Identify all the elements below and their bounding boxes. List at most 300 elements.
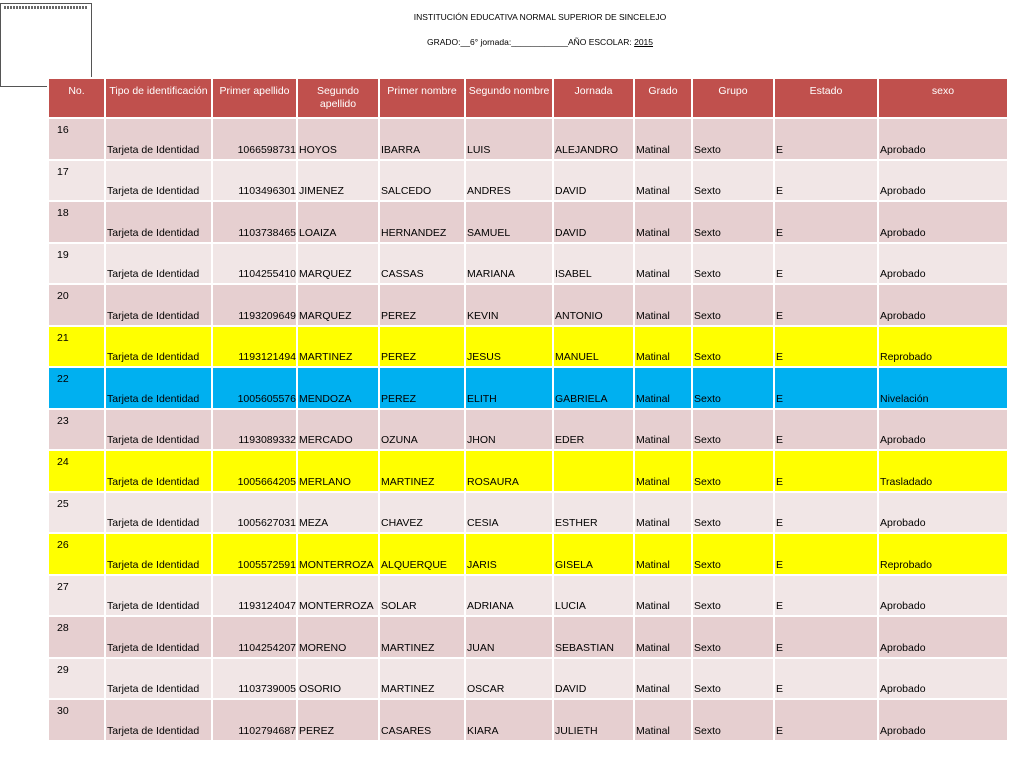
- cell-grupo: [692, 160, 774, 202]
- cell-no: [48, 284, 105, 326]
- cell-grado-text: Matinal: [636, 268, 670, 280]
- cell-jornada-text: DAVID: [555, 226, 587, 239]
- col-header-sexo: sexo: [878, 78, 1008, 118]
- cell-primer-apellido: [212, 243, 297, 285]
- cell-sexo: [878, 367, 1008, 409]
- cell-primer-nombre-text: CASARES: [381, 724, 432, 737]
- cell-jornada: [553, 160, 634, 202]
- anio-value: 2015: [634, 37, 654, 47]
- cell-primer-nombre: [379, 160, 465, 202]
- table-row: [48, 658, 1008, 700]
- cell-no-text: 20: [57, 290, 69, 302]
- cell-estado: [774, 699, 878, 741]
- cell-sexo: [878, 284, 1008, 326]
- cell-primer-apellido-text: 1005664205: [237, 475, 296, 488]
- cell-primer-nombre-text: CASSAS: [381, 268, 424, 280]
- table-row: [48, 575, 1008, 617]
- cell-estado-text: E: [776, 185, 784, 197]
- cell-sexo-text: Trasladado: [880, 475, 933, 488]
- table-row: [48, 326, 1008, 368]
- cell-tipo-identificacion-text: Tarjeta de Identidad: [107, 309, 200, 322]
- cell-no-text: 27: [57, 580, 69, 593]
- cell-grado: [634, 284, 692, 326]
- cell-segundo-apellido-text: OSORIO: [299, 683, 342, 695]
- cell-primer-apellido-text: 1193209649: [238, 309, 296, 322]
- cell-sexo: [878, 160, 1008, 202]
- cell-grupo-text: Sexto: [694, 475, 721, 488]
- cell-estado-text: E: [776, 226, 784, 239]
- cell-primer-nombre: [379, 616, 465, 658]
- cell-estado: [774, 284, 878, 326]
- cell-segundo-apellido: [297, 616, 379, 658]
- cell-primer-nombre-text: IBARRA: [381, 143, 421, 156]
- cell-no-text: 17: [57, 165, 69, 178]
- institution-title: INSTITUCIÓN EDUCATIVA NORMAL SUPERIOR DE SINCELEJO: [413, 12, 667, 22]
- cell-segundo-nombre-text: ANDRES: [467, 185, 511, 197]
- cell-segundo-nombre-text: JARIS: [467, 558, 497, 571]
- cell-estado: [774, 450, 878, 492]
- cell-estado: [774, 616, 878, 658]
- cell-estado: [774, 243, 878, 285]
- col-header-primer-apellido: Primer apellido: [212, 78, 297, 118]
- cell-primer-nombre: [379, 699, 465, 741]
- cell-grupo: [692, 699, 774, 741]
- cell-grado: [634, 326, 692, 368]
- cell-jornada: [553, 533, 634, 575]
- cell-primer-apellido: [212, 160, 297, 202]
- cell-segundo-nombre: [465, 243, 553, 285]
- cell-tipo-identificacion: [105, 160, 212, 202]
- cell-tipo-identificacion: [105, 118, 212, 160]
- cell-tipo-identificacion-text: Tarjeta de Identidad: [107, 392, 200, 405]
- cell-primer-nombre: [379, 118, 465, 160]
- col-header-grado: Grado: [634, 78, 692, 118]
- cell-tipo-identificacion-text: Tarjeta de Identidad: [107, 143, 200, 156]
- cell-no-text: 16: [57, 124, 69, 136]
- cell-segundo-apellido-text: JIMENEZ: [299, 185, 344, 197]
- logo-placeholder: [0, 3, 92, 87]
- cell-primer-apellido-text: 1193089332: [238, 434, 296, 446]
- cell-no-text: 21: [57, 331, 69, 344]
- cell-grupo-text: Sexto: [694, 641, 721, 654]
- cell-segundo-apellido: [297, 284, 379, 326]
- cell-grado-text: Matinal: [636, 600, 670, 612]
- cell-primer-apellido: [212, 492, 297, 534]
- cell-primer-nombre-text: MARTINEZ: [381, 683, 435, 695]
- cell-primer-apellido-text: 1103738465: [238, 226, 296, 239]
- cell-primer-nombre-text: MARTINEZ: [381, 475, 435, 488]
- cell-primer-apellido: [212, 201, 297, 243]
- cell-tipo-identificacion-text: Tarjeta de Identidad: [107, 226, 200, 239]
- cell-jornada: [553, 367, 634, 409]
- cell-jornada: [553, 409, 634, 451]
- cell-sexo: [878, 243, 1008, 285]
- cell-sexo: [878, 450, 1008, 492]
- cell-grupo: [692, 326, 774, 368]
- cell-segundo-nombre-text: SAMUEL: [467, 226, 511, 239]
- cell-primer-nombre-text: MARTINEZ: [381, 641, 435, 654]
- cell-sexo-text: Reprobado: [880, 351, 932, 363]
- cell-sexo-text: Aprobado: [880, 600, 926, 612]
- cell-estado: [774, 326, 878, 368]
- col-header-tipo: Tipo de identificación: [105, 78, 212, 118]
- cell-estado-text: E: [776, 143, 784, 156]
- cell-jornada-text: ESTHER: [555, 517, 598, 529]
- cell-segundo-apellido: [297, 533, 379, 575]
- cell-grado-text: Matinal: [636, 392, 670, 405]
- cell-primer-apellido-text: 1005627031: [237, 517, 296, 529]
- cell-estado-text: E: [776, 724, 784, 737]
- cell-estado-text: E: [776, 434, 784, 446]
- cell-primer-apellido: [212, 284, 297, 326]
- cell-primer-apellido: [212, 575, 297, 617]
- table-body: [48, 118, 1008, 741]
- cell-tipo-identificacion-text: Tarjeta de Identidad: [107, 683, 200, 695]
- table-row: [48, 616, 1008, 658]
- cell-segundo-apellido-text: MERCADO: [299, 434, 353, 446]
- cell-primer-nombre: [379, 492, 465, 534]
- cell-segundo-apellido-text: MARQUEZ: [299, 268, 352, 280]
- cell-no: [48, 409, 105, 451]
- cell-jornada-text: DAVID: [555, 185, 587, 197]
- cell-estado-text: E: [776, 351, 784, 363]
- cell-grupo: [692, 492, 774, 534]
- cell-primer-nombre: [379, 450, 465, 492]
- jornada-label: jornada:: [480, 37, 512, 47]
- cell-segundo-nombre: [465, 450, 553, 492]
- cell-jornada-text: GABRIELA: [555, 392, 608, 405]
- cell-primer-apellido: [212, 367, 297, 409]
- cell-segundo-nombre-text: LUIS: [467, 143, 491, 156]
- cell-grupo: [692, 575, 774, 617]
- cell-sexo: [878, 409, 1008, 451]
- cell-primer-apellido: [212, 450, 297, 492]
- cell-segundo-nombre-text: JUAN: [467, 641, 495, 654]
- cell-primer-apellido-text: 1104254207: [238, 641, 296, 654]
- cell-segundo-apellido: [297, 492, 379, 534]
- cell-sexo: [878, 492, 1008, 534]
- cell-primer-nombre: [379, 326, 465, 368]
- cell-sexo: [878, 575, 1008, 617]
- cell-primer-apellido-text: 1104255410: [238, 268, 296, 280]
- table-row: [48, 160, 1008, 202]
- cell-no-text: 19: [57, 248, 69, 261]
- cell-grupo: [692, 450, 774, 492]
- cell-segundo-nombre-text: JHON: [467, 434, 496, 446]
- cell-no: [48, 367, 105, 409]
- cell-no: [48, 492, 105, 534]
- cell-grado-text: Matinal: [636, 226, 670, 239]
- cell-segundo-apellido-text: MORENO: [299, 641, 347, 654]
- cell-grupo: [692, 616, 774, 658]
- cell-grado: [634, 160, 692, 202]
- table-row: [48, 284, 1008, 326]
- cell-estado: [774, 160, 878, 202]
- cell-grupo: [692, 658, 774, 700]
- cell-grado-text: Matinal: [636, 517, 670, 529]
- cell-primer-nombre: [379, 284, 465, 326]
- table-row: [48, 201, 1008, 243]
- cell-segundo-apellido: [297, 201, 379, 243]
- table-row: [48, 492, 1008, 534]
- cell-grupo-text: Sexto: [694, 309, 721, 322]
- cell-jornada-text: GISELA: [555, 558, 593, 571]
- cell-estado-text: E: [776, 641, 784, 654]
- table-row: [48, 118, 1008, 160]
- cell-grupo: [692, 118, 774, 160]
- cell-grado-text: Matinal: [636, 143, 670, 156]
- cell-jornada-text: SEBASTIAN: [555, 641, 614, 654]
- cell-segundo-nombre: [465, 409, 553, 451]
- cell-segundo-nombre: [465, 575, 553, 617]
- cell-no: [48, 658, 105, 700]
- cell-jornada: [553, 575, 634, 617]
- cell-tipo-identificacion-text: Tarjeta de Identidad: [107, 600, 200, 612]
- cell-segundo-nombre-text: ELITH: [467, 392, 497, 405]
- cell-jornada: [553, 492, 634, 534]
- jornada-value: ____________: [511, 37, 568, 47]
- cell-primer-nombre: [379, 533, 465, 575]
- cell-no: [48, 575, 105, 617]
- cell-segundo-nombre: [465, 492, 553, 534]
- cell-segundo-apellido-text: MENDOZA: [299, 392, 352, 405]
- cell-primer-nombre: [379, 367, 465, 409]
- table-row: [48, 243, 1008, 285]
- cell-grado-text: Matinal: [636, 683, 670, 695]
- cell-tipo-identificacion: [105, 658, 212, 700]
- cell-jornada: [553, 616, 634, 658]
- cell-tipo-identificacion-text: Tarjeta de Identidad: [107, 351, 200, 363]
- cell-segundo-nombre: [465, 616, 553, 658]
- cell-primer-nombre-text: PEREZ: [381, 309, 417, 322]
- cell-sexo-text: Reprobado: [880, 558, 932, 571]
- cell-segundo-apellido: [297, 243, 379, 285]
- cell-segundo-apellido-text: MARTINEZ: [299, 351, 353, 363]
- cell-sexo-text: Nivelación: [880, 392, 929, 405]
- cell-no: [48, 326, 105, 368]
- cell-sexo: [878, 118, 1008, 160]
- cell-sexo: [878, 658, 1008, 700]
- cell-jornada: [553, 243, 634, 285]
- cell-segundo-apellido: [297, 326, 379, 368]
- cell-jornada-text: ISABEL: [555, 268, 592, 280]
- cell-grado-text: Matinal: [636, 475, 670, 488]
- cell-grupo: [692, 284, 774, 326]
- cell-segundo-nombre: [465, 367, 553, 409]
- cell-grado: [634, 201, 692, 243]
- cell-primer-apellido: [212, 533, 297, 575]
- cell-estado-text: E: [776, 558, 784, 571]
- cell-grupo-text: Sexto: [694, 185, 721, 197]
- cell-segundo-nombre-text: ROSAURA: [467, 475, 519, 488]
- cell-grado: [634, 118, 692, 160]
- cell-grupo-text: Sexto: [694, 226, 721, 239]
- cell-tipo-identificacion: [105, 492, 212, 534]
- cell-grupo-text: Sexto: [694, 392, 721, 405]
- cell-sexo-text: Aprobado: [880, 683, 926, 695]
- cell-primer-apellido: [212, 118, 297, 160]
- cell-primer-apellido-text: 1193124047: [238, 600, 296, 612]
- cell-sexo-text: Aprobado: [880, 185, 926, 197]
- cell-no-text: 22: [57, 373, 69, 385]
- cell-tipo-identificacion: [105, 575, 212, 617]
- cell-estado: [774, 658, 878, 700]
- cell-primer-apellido: [212, 658, 297, 700]
- cell-tipo-identificacion: [105, 699, 212, 741]
- col-header-primer-nombre: Primer nombre: [379, 78, 465, 118]
- cell-estado-text: E: [776, 392, 784, 405]
- cell-primer-apellido-text: 1193121494: [238, 351, 296, 363]
- col-header-segundo-apellido: Segundo apellido: [297, 78, 379, 118]
- cell-tipo-identificacion-text: Tarjeta de Identidad: [107, 558, 200, 571]
- cell-no: [48, 160, 105, 202]
- cell-tipo-identificacion: [105, 616, 212, 658]
- cell-primer-apellido-text: 1103496301: [238, 185, 296, 197]
- cell-no: [48, 201, 105, 243]
- cell-segundo-apellido: [297, 699, 379, 741]
- cell-grupo-text: Sexto: [694, 724, 721, 737]
- cell-estado-text: E: [776, 517, 784, 529]
- cell-jornada: [553, 284, 634, 326]
- cell-sexo: [878, 533, 1008, 575]
- cell-primer-nombre-text: OZUNA: [381, 434, 418, 446]
- cell-estado: [774, 575, 878, 617]
- cell-estado-text: E: [776, 309, 784, 322]
- cell-grado: [634, 409, 692, 451]
- cell-segundo-nombre-text: KIARA: [467, 724, 499, 737]
- cell-grupo-text: Sexto: [694, 351, 721, 363]
- cell-segundo-apellido-text: MERLANO: [299, 475, 351, 488]
- cell-tipo-identificacion-text: Tarjeta de Identidad: [107, 268, 200, 280]
- cell-primer-nombre-text: PEREZ: [381, 392, 417, 405]
- cell-grado-text: Matinal: [636, 309, 670, 322]
- cell-no-text: 26: [57, 539, 69, 551]
- cell-segundo-nombre: [465, 284, 553, 326]
- cell-primer-nombre-text: SOLAR: [381, 600, 417, 612]
- col-header-grupo: Grupo: [692, 78, 774, 118]
- cell-primer-apellido: [212, 699, 297, 741]
- col-header-segundo-nombre: Segundo nombre: [465, 78, 553, 118]
- cell-primer-apellido-text: 1005572591: [237, 558, 296, 571]
- cell-segundo-nombre-text: ADRIANA: [467, 600, 514, 612]
- cell-jornada: [553, 326, 634, 368]
- cell-primer-nombre-text: ALQUERQUE: [381, 558, 447, 571]
- cell-sexo-text: Aprobado: [880, 724, 926, 737]
- cell-tipo-identificacion-text: Tarjeta de Identidad: [107, 641, 200, 654]
- cell-grado: [634, 450, 692, 492]
- cell-tipo-identificacion-text: Tarjeta de Identidad: [107, 517, 200, 529]
- cell-sexo-text: Aprobado: [880, 268, 926, 280]
- logo-fine-print: [4, 6, 88, 9]
- cell-grupo-text: Sexto: [694, 600, 721, 612]
- cell-tipo-identificacion: [105, 243, 212, 285]
- cell-estado-text: E: [776, 268, 784, 280]
- cell-grupo-text: Sexto: [694, 268, 721, 280]
- cell-grupo-text: Sexto: [694, 558, 721, 571]
- cell-segundo-apellido: [297, 658, 379, 700]
- grado-value: __6°: [460, 37, 479, 47]
- table-row: [48, 409, 1008, 451]
- cell-grado-text: Matinal: [636, 185, 670, 197]
- students-table: [47, 77, 1009, 742]
- cell-no: [48, 616, 105, 658]
- cell-primer-apellido: [212, 326, 297, 368]
- cell-segundo-nombre: [465, 118, 553, 160]
- cell-grado: [634, 367, 692, 409]
- cell-grupo: [692, 201, 774, 243]
- cell-no: [48, 533, 105, 575]
- cell-grado: [634, 533, 692, 575]
- cell-primer-nombre: [379, 243, 465, 285]
- cell-segundo-nombre-text: MARIANA: [467, 268, 515, 280]
- cell-jornada-text: LUCIA: [555, 600, 586, 612]
- cell-segundo-apellido-text: LOAIZA: [299, 226, 337, 239]
- cell-estado: [774, 118, 878, 160]
- cell-segundo-apellido-text: MONTERROZA: [299, 600, 374, 612]
- anio-label: AÑO ESCOLAR:: [567, 37, 632, 47]
- cell-grupo-text: Sexto: [694, 683, 721, 695]
- cell-no-text: 28: [57, 622, 69, 634]
- cell-tipo-identificacion: [105, 367, 212, 409]
- cell-tipo-identificacion: [105, 284, 212, 326]
- col-header-jornada: Jornada: [553, 78, 634, 118]
- cell-estado: [774, 409, 878, 451]
- table-row: [48, 367, 1008, 409]
- cell-grado: [634, 492, 692, 534]
- cell-sexo-text: Aprobado: [880, 226, 926, 239]
- cell-grupo-text: Sexto: [694, 143, 721, 156]
- cell-grado: [634, 658, 692, 700]
- cell-grado-text: Matinal: [636, 351, 670, 363]
- cell-no: [48, 699, 105, 741]
- cell-jornada-text: MANUEL: [555, 351, 599, 363]
- cell-sexo-text: Aprobado: [880, 517, 926, 529]
- cell-segundo-nombre: [465, 160, 553, 202]
- cell-grupo: [692, 243, 774, 285]
- cell-tipo-identificacion: [105, 533, 212, 575]
- cell-estado-text: E: [776, 600, 784, 612]
- cell-primer-nombre-text: CHAVEZ: [381, 517, 423, 529]
- cell-segundo-apellido-text: MONTERROZA: [299, 558, 374, 571]
- cell-no-text: 24: [57, 456, 69, 468]
- cell-segundo-apellido: [297, 367, 379, 409]
- cell-estado: [774, 533, 878, 575]
- cell-no: [48, 243, 105, 285]
- cell-tipo-identificacion-text: Tarjeta de Identidad: [107, 724, 200, 737]
- cell-segundo-nombre: [465, 658, 553, 700]
- cell-grupo-text: Sexto: [694, 517, 721, 529]
- cell-segundo-apellido-text: MEZA: [299, 517, 329, 529]
- cell-segundo-apellido-text: PEREZ: [299, 724, 335, 737]
- cell-sexo: [878, 201, 1008, 243]
- cell-tipo-identificacion: [105, 326, 212, 368]
- cell-sexo: [878, 616, 1008, 658]
- cell-tipo-identificacion-text: Tarjeta de Identidad: [107, 185, 200, 197]
- cell-jornada-text: DAVID: [555, 683, 587, 695]
- cell-estado-text: E: [776, 683, 784, 695]
- table-header-row: [48, 78, 1008, 118]
- cell-segundo-nombre-text: KEVIN: [467, 309, 499, 322]
- cell-segundo-nombre: [465, 326, 553, 368]
- cell-grupo: [692, 409, 774, 451]
- cell-primer-nombre: [379, 575, 465, 617]
- cell-jornada: [553, 118, 634, 160]
- cell-tipo-identificacion: [105, 201, 212, 243]
- form-info-line: [240, 37, 840, 47]
- cell-sexo: [878, 699, 1008, 741]
- cell-jornada-text: EDER: [555, 434, 585, 446]
- cell-jornada-text: JULIETH: [555, 724, 598, 737]
